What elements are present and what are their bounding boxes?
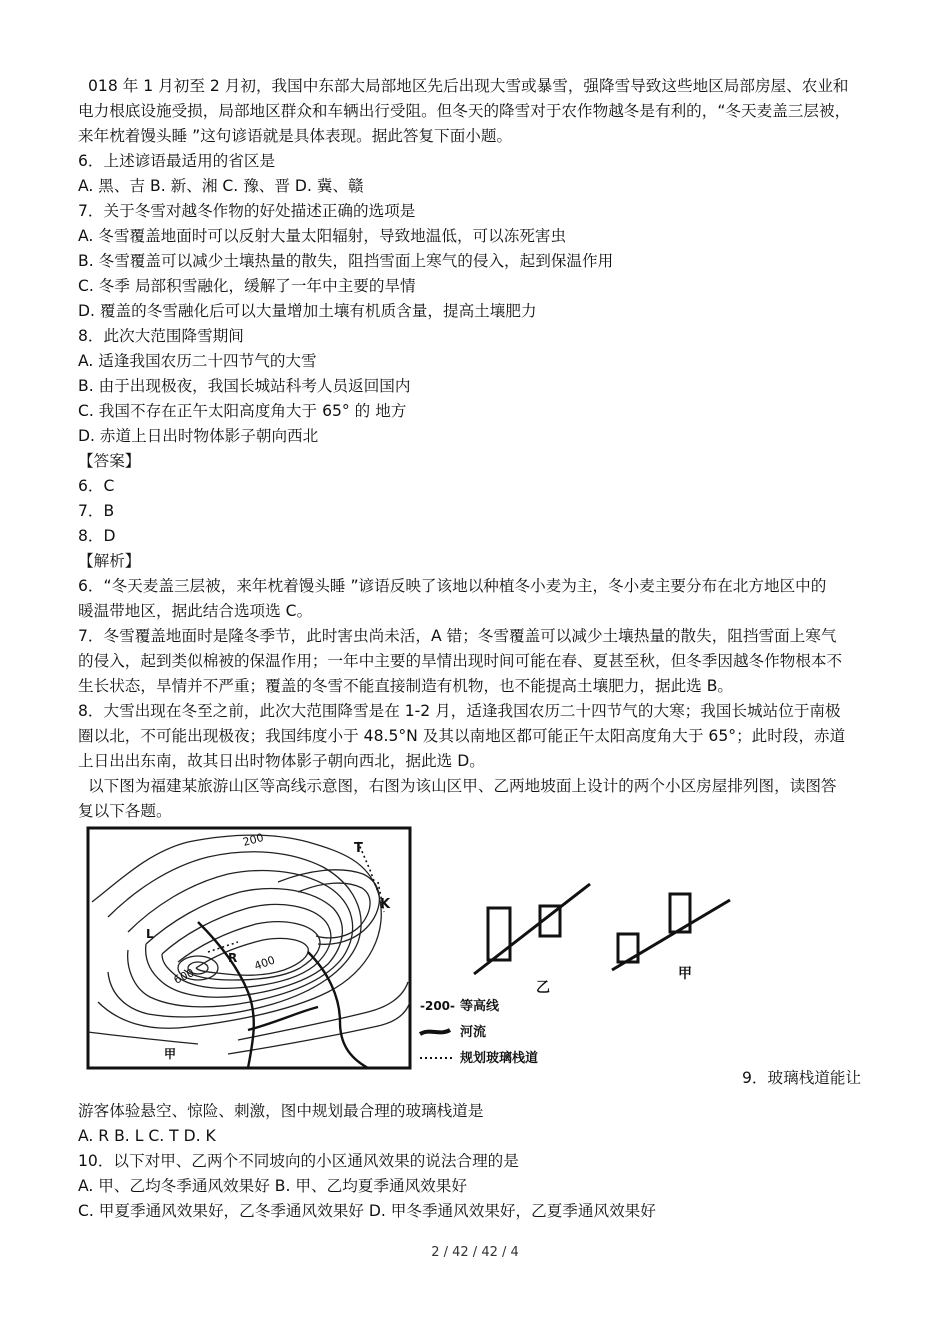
legend-glass-label: 规划玻璃栈道 [460, 1051, 539, 1066]
label-L: L [146, 927, 154, 941]
legend-contour-symbol: -200- [420, 999, 456, 1013]
legend-river-label: 河流 [460, 1025, 487, 1040]
analysis-7-line-2: 的侵入，起到类似棉被的保温作用；一年中主要的旱情出现时间可能在春、夏甚至秋，但冬季因越冬作物根本不 [78, 652, 843, 670]
analysis-8-line-1: 8．大雪出现在冬至之前，此次大范围降雪是在 1-2 月，适逢我国农历二十四节气的大寒；我国长城站位于南极 [78, 702, 841, 720]
question-10-options-cd: C. 甲夏季通风效果好，乙冬季通风效果好 D. 甲冬季通风效果好，乙夏季通风效果好 [78, 1202, 656, 1220]
analysis-label: 【解析】 [78, 552, 141, 570]
question-6-options: A. 黑、吉 B. 新、湘 C. 豫、晋 D. 冀、赣 [78, 177, 364, 195]
question-10-options-ab: A. 甲、乙均冬季通风效果好 B. 甲、乙均夏季通风效果好 [78, 1177, 467, 1195]
analysis-8-line-2: 圈以北，不可能出现极夜；我国纬度小于 48.5°N 及其以南地区都可能正午太阳高度角大于 65°；此时段，赤道 [78, 727, 846, 745]
question-9-stem-start: 9．玻璃栈道能让 [742, 1069, 862, 1087]
label-T: T [354, 841, 363, 856]
intro-line-1: 018 年 1 月初至 2 月初，我国中东部大局部地区先后出现大雪或暴雪，强降雪导致这些地区局部房屋、农业和 [88, 77, 849, 95]
analysis-6-line-2: 暖温带地区，据此结合选项选 C。 [78, 602, 313, 620]
contour-label-200: 200 [241, 830, 266, 849]
intro2-line-1: 以下图为福建某旅游山区等高线示意图，右图为该山区甲、乙两地坡面上设计的两个小区房屋排列图，读图答 [88, 777, 837, 795]
figure-svg [78, 822, 740, 1080]
question-7-option-d: D. 覆盖的冬雪融化后可以大量增加土壤有机质含量，提高土壤肥力 [78, 302, 537, 320]
answer-8: 8．D [78, 527, 116, 545]
question-7-option-a: A. 冬雪覆盖地面时可以反射大量太阳辐射，导致地温低，可以冻死害虫 [78, 227, 567, 245]
legend-contour-label: 等高线 [460, 999, 500, 1014]
answer-6: 6．C [78, 477, 115, 495]
page-number: 2 / 42 / 42 / 4 [431, 1245, 519, 1260]
question-7-stem: 7．关于冬雪对越冬作物的好处描述正确的选项是 [78, 202, 416, 220]
question-6-stem: 6．上述谚语最适用的省区是 [78, 152, 276, 170]
analysis-8-line-3: 上日出出东南，故其日出时物体影子朝向西北，据此选 D。 [78, 752, 485, 770]
topographic-figure [78, 822, 740, 1080]
question-8-option-b: B. 由于出现极夜，我国长城站科考人员返回国内 [78, 377, 411, 395]
label-yi: 乙 [536, 980, 550, 996]
question-8-option-c: C. 我国不存在正午太阳高度角大于 65° 的 地方 [78, 402, 407, 420]
label-jia: 甲 [678, 966, 692, 982]
question-8-stem: 8．此次大范围降雪期间 [78, 327, 244, 345]
question-9-stem: 游客体验悬空、惊险、刺激，图中规划最合理的玻璃栈道是 [78, 1102, 484, 1120]
question-8-option-a: A. 适逢我国农历二十四节气的大雪 [78, 352, 317, 370]
question-7-option-b: B. 冬雪覆盖可以减少土壤热量的散失，阻挡雪面上寒气的侵入，起到保温作用 [78, 252, 614, 270]
analysis-7-line-3: 生长状态，旱情并不严重；覆盖的冬雪不能直接制造有机物，也不能提高土壤肥力，据此选 B。 [78, 677, 733, 695]
label-R: R [228, 951, 238, 965]
intro-line-2: 电力根底设施受损，局部地区群众和车辆出行受阻。但冬天的降雪对于农作物越冬是有利的，“冬天麦盖三层被， [78, 102, 851, 120]
question-7-option-c: C. 冬季 局部积雪融化，缓解了一年中主要的旱情 [78, 277, 416, 295]
intro2-line-2: 复以下各题。 [78, 802, 172, 820]
contour-label-600: 600 [171, 966, 197, 987]
answer-label: 【答案】 [78, 452, 141, 470]
label-jia-map: 甲 [164, 1047, 177, 1061]
intro-line-3: 来年枕着馒头睡 ”这句谚语就是具体表现。据此答复下面小题。 [78, 127, 513, 145]
analysis-7-line-1: 7．冬雪覆盖地面时是隆冬季节，此时害虫尚未活，A 错；冬雪覆盖可以减少土壤热量的散失，阻挡雪面上寒气 [78, 627, 837, 645]
label-K: K [380, 897, 391, 912]
question-8-option-d: D. 赤道上日出时物体影子朝向西北 [78, 427, 319, 445]
question-10-stem: 10．以下对甲、乙两个不同坡向的小区通风效果的说法合理的是 [78, 1152, 519, 1170]
contour-label-400: 400 [252, 953, 277, 973]
legend-river-symbol [420, 1030, 450, 1034]
answer-7: 7．B [78, 502, 115, 520]
question-9-options: A. R B. L C. T D. K [78, 1127, 216, 1145]
analysis-6-line-1: 6．“冬天麦盖三层被，来年枕着馒头睡 ”谚语反映了该地以种植冬小麦为主，冬小麦主要分布在北方地区中的 [78, 577, 827, 595]
